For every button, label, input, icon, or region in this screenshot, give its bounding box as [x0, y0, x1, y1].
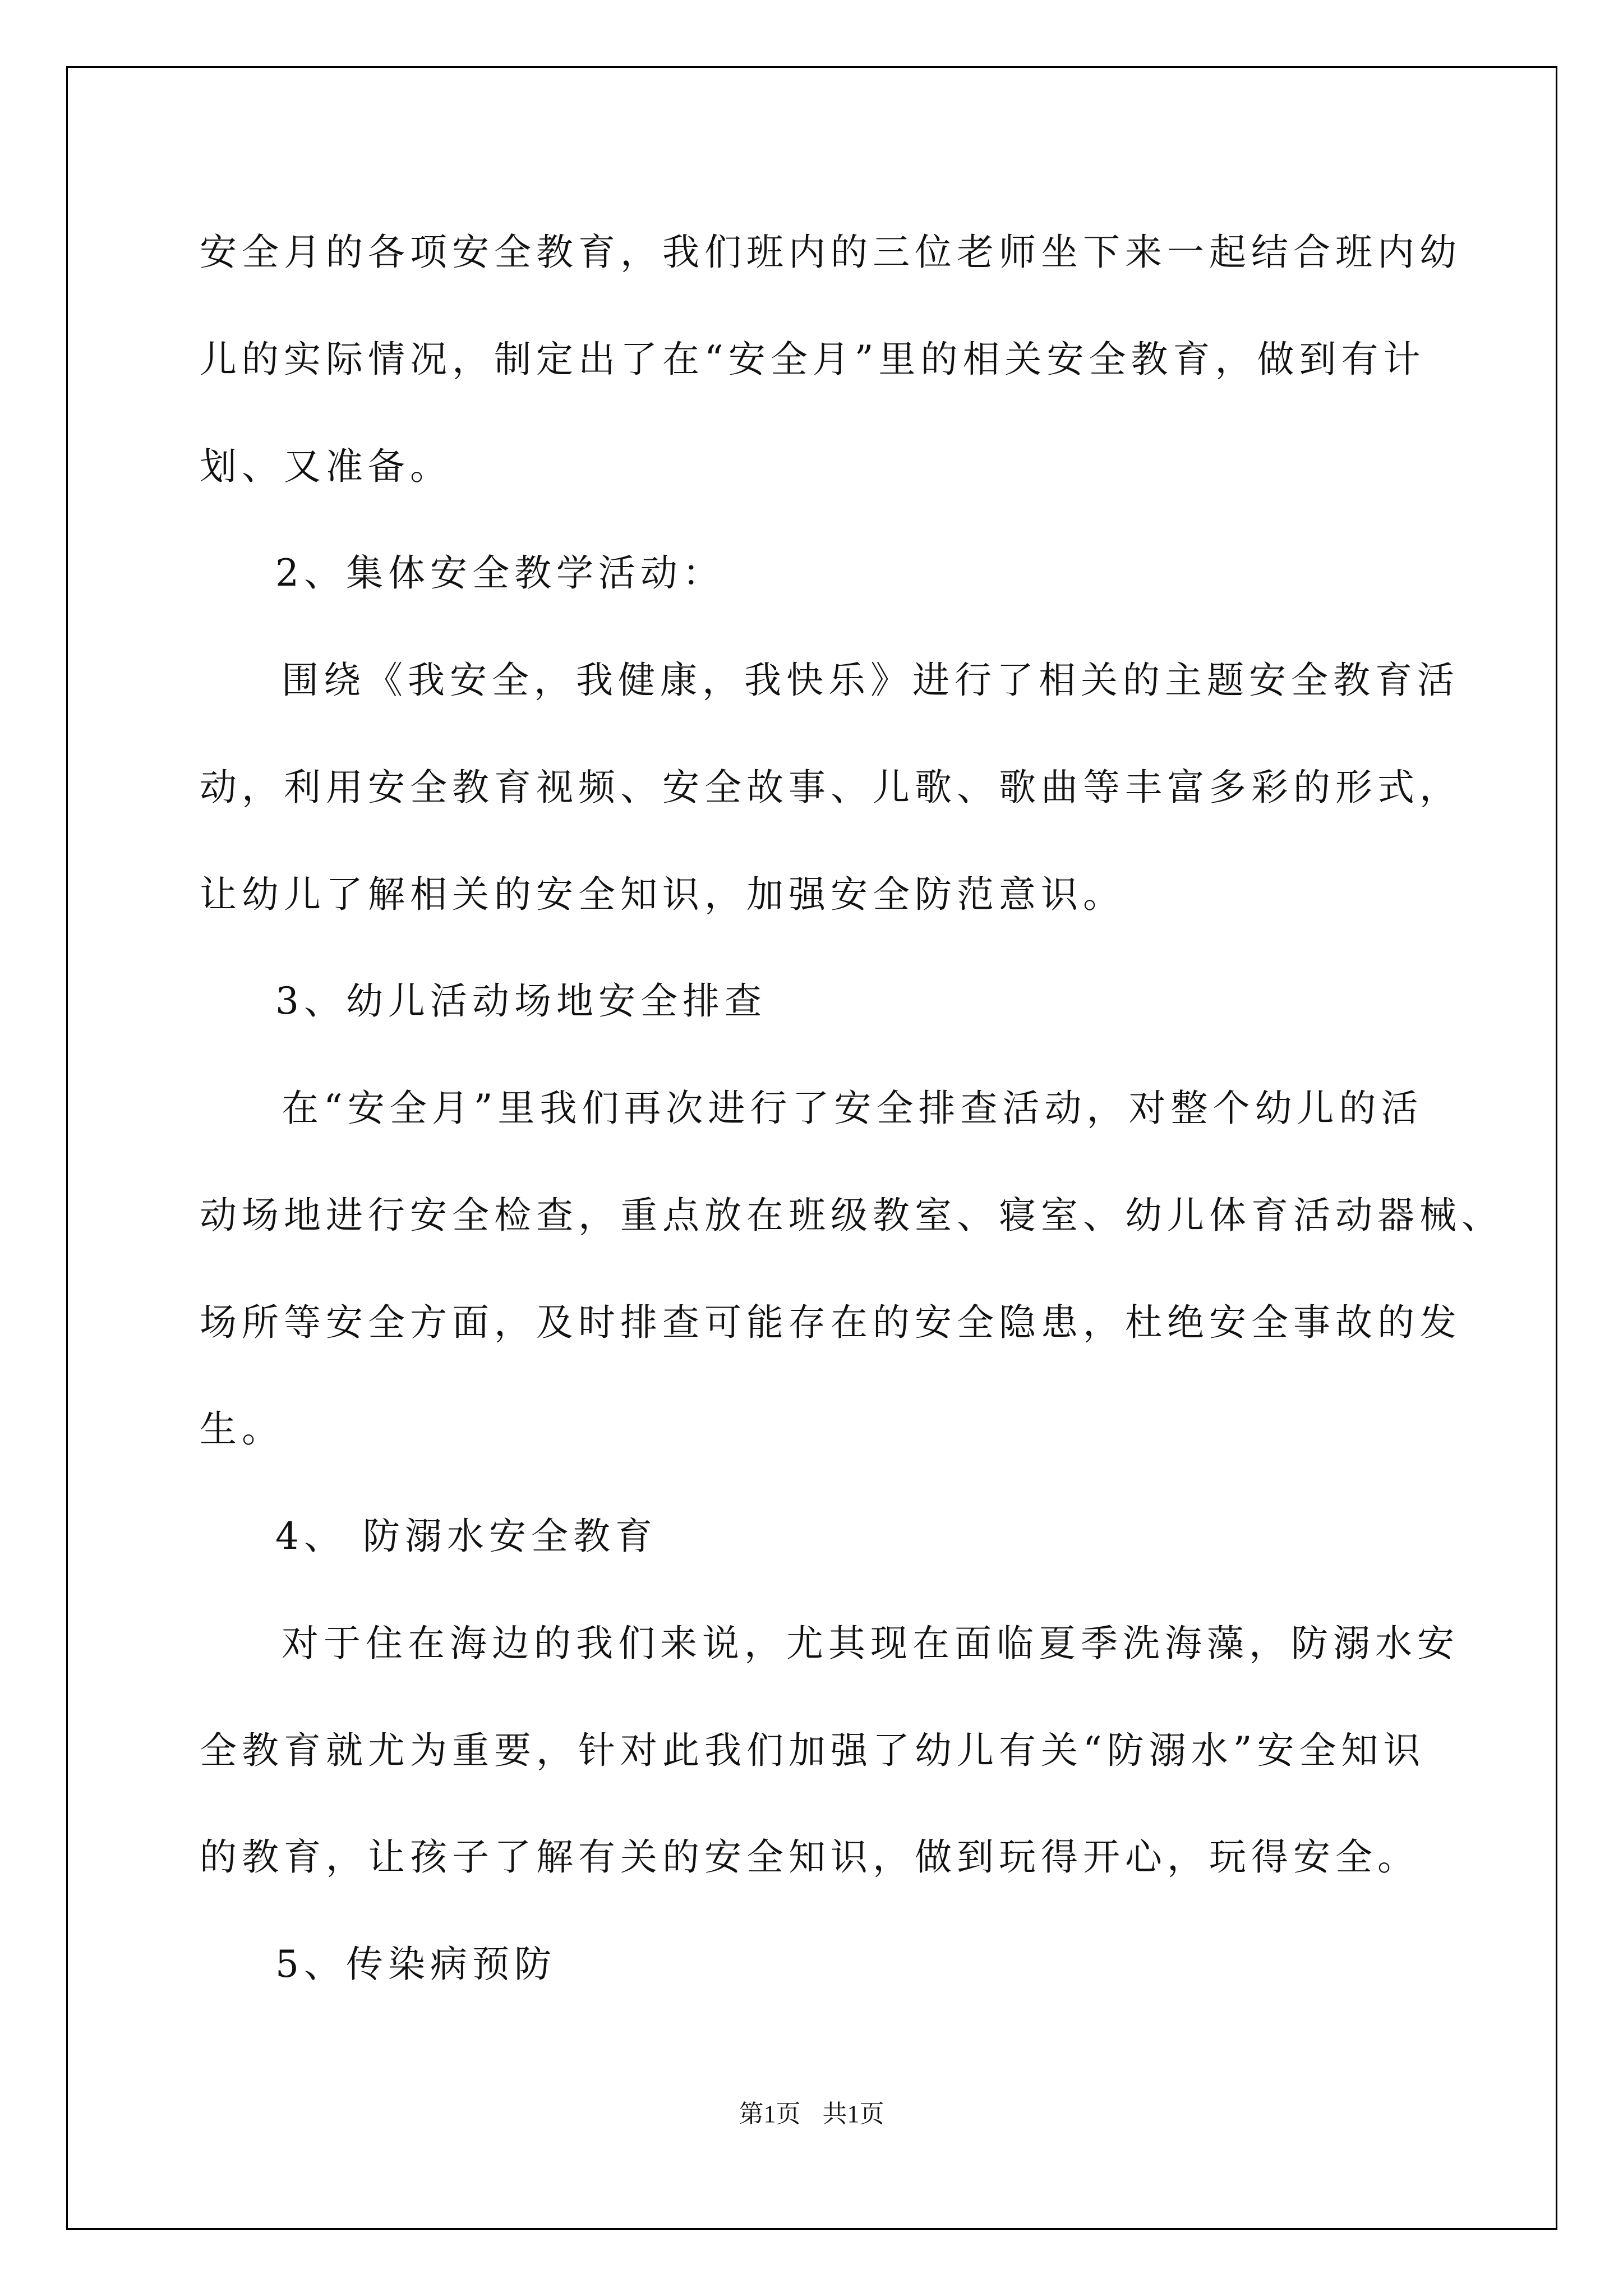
text-line: 划、又准备。 [200, 445, 452, 488]
text-line: 生。 [200, 1407, 284, 1451]
text-line: 动场地进行安全检查，重点放在班级教室、寝室、幼儿体育活动器械、 [200, 1194, 1504, 1237]
text-line: 围绕《我安全，我健康，我快乐》进行了相关的主题安全教育活 [282, 659, 1459, 702]
section-heading: 5、传染病预防 [275, 1943, 556, 1986]
text-line: 对于住在海边的我们来说，尤其现在面临夏季洗海藻，防溺水安 [282, 1622, 1459, 1665]
text-line: 在“安全月”里我们再次进行了安全排查活动，对整个幼儿的活 [282, 1087, 1423, 1130]
text-line: 让幼儿了解相关的安全知识，加强安全防范意识。 [200, 873, 1125, 916]
text-line: 全教育就尤为重要，针对此我们加强了幼儿有关“防溺水”安全知识 [200, 1729, 1426, 1772]
text-line: 场所等安全方面，及时排查可能存在的安全隐患，杜绝安全事故的发 [200, 1301, 1461, 1344]
page-border [66, 66, 1557, 2230]
text-line: 安全月的各项安全教育，我们班内的三位老师坐下来一起结合班内幼 [200, 231, 1461, 274]
section-heading: 2、集体安全教学活动： [275, 551, 725, 595]
page-footer [0, 2093, 1623, 2129]
text-line: 儿的实际情况，制定出了在“安全月”里的相关安全教育，做到有计 [200, 338, 1426, 381]
page-total: 共1页 [822, 2100, 884, 2128]
section-heading: 3、幼儿活动场地安全排查 [275, 979, 767, 1023]
section-heading: 4、 防溺水安全教育 [275, 1515, 657, 1558]
text-line: 的教育，让孩子了解有关的安全知识，做到玩得开心，玩得安全。 [200, 1835, 1419, 1879]
page-number: 第1页 [739, 2100, 801, 2128]
text-line: 动，利用安全教育视频、安全故事、儿歌、歌曲等丰富多彩的形式， [200, 766, 1461, 809]
